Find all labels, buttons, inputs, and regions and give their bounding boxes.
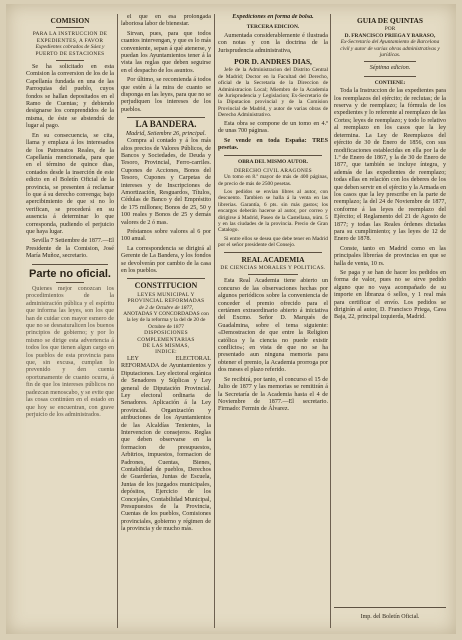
obra-heading: OBRA DEL MISMO AUTOR. (238, 159, 308, 166)
guia-author-title: Ex-Secretario del Ayuntamiento de Barcelona (340, 39, 440, 46)
author-line: POR D. ANDRES DIAS, (234, 57, 312, 67)
paragraph: Sirvan, pues, para que todos cuantos intervengan, y que es lo más conveniente, sepan á qué atenerse, y puedan los Ayuntamientos tener á la vista las reglas que deben seguirse en el despacho de los asuntos. (121, 30, 211, 74)
divider (127, 117, 205, 118)
paragraph: Jefe de la Administracion del Distrito Central de Madrid; Doctor en la Facultad del Derecho, oficial de la Secretaria de la Direccion de Administracion Local; Miembro de la Academia de Jurisprudencia y Legislacion; Ex-Secretario de la Diputacion provincial y de la Comision Provincial de Madrid, y autor de varias obras de Derecho Administrativo. (218, 67, 328, 119)
divider (56, 60, 84, 61)
divider (224, 252, 322, 253)
guia-author: D. FRANCISCO PRIEGA Y BARASO, (344, 32, 436, 39)
price-line: Se vende en toda España: TRES pesetas. (218, 137, 328, 151)
section-heading: Parte no oficial. (29, 267, 111, 280)
paragraph: Se ha solicitado en esta Comision la conversion de los de la Capellanía fundada en una de las Parroquias del pueblo, cuyos fondos se hallan depositados en el Ramo de Cuentas; y debiendo designarse los comprendidos de la misma, de éste se abstendrá de lugar al pago. (26, 64, 114, 130)
divider (224, 155, 322, 156)
paragraph: Quienes mejor conozcan los procedimientos de la administración pública y el espíritu que informa las leyes, son los que han de cuidar con mayor esmero de que no se desnaturalicen los buenos principios de gobierno; y por lo mismo se dirige esta advertencia á todos los que tienen algun cargo en los pueblos de esta provincia para que, sin excusa, cumplan lo prevenido y den cuenta oportunamente de cuanto ocurra, á fin de que los intereses públicos no padezcan menoscabo, y se evite que las cosas continúen en el estado en que hoy se encuentran, con grave perjuicio de los administrados. (26, 286, 114, 418)
paragraph: Si entre ellos se desea que debe tener en Madrid por el señor presidente del Consejo. (218, 235, 328, 249)
constitucion-heading: CONSTITUCION (134, 281, 198, 291)
constitucion-note: ANOTADAS Y CONCORDADAS con la ley de la reforma y la del de 20 de Octubre de 1877 (123, 311, 209, 330)
divider (56, 282, 84, 283)
paragraph: Compra al contado y á los más altos precios de Valores Públicos, de Bancos y Sociedades, de Deuda y Tesoro, Provincial, Ferro-carriles. Cupones de Acciones, Bonos del Tesoro, Cupones y Carpetas de intereses y de Inscripciones de Amortización, Resguardos, Títulos, Cédulas de Banco y del Empréstito de 175 millones; Bonos de 25, 50 y 100 reales y Bonos de 25 y demás valores de 2 ó mas. (121, 138, 211, 226)
edition-label: TERCERA EDICION. (246, 24, 300, 31)
guia-title: GUIA DE QUINTAS (357, 16, 423, 25)
paragraph: La correspondencia se dirigirá al Gerente de La Bandera, y los fondos se devolverán por cambio de la casa en los pueblos. (121, 245, 211, 274)
divider (248, 274, 298, 275)
column-divider (330, 14, 331, 628)
constitucion-subtitle: LEYES MUNICIPAL Y PROVINCIAL REFORMADAS (127, 291, 205, 305)
bandera-dateline: Madrid, Setiembre 26, principal. (126, 130, 206, 137)
footer-divider (334, 607, 446, 608)
paragraph: Un tomo en 8.º mayor de más de 400 páginas, de precio de más de 2500 pesetas. (218, 174, 328, 187)
paragraph: Préstamos sobre valores al 6 por 100 anual. (121, 228, 211, 243)
constitucion-date: de 2 de Octubre de 1877, (138, 304, 194, 311)
guia-author-works: civil y autor de varias obras administrativas y jurídicas. (340, 45, 440, 59)
imprint-footer: Imp. del Boletín Oficial. (360, 614, 420, 620)
guia-por: POR (384, 26, 396, 33)
newspaper-page (6, 4, 456, 634)
paragraph: el que en esa prolongada laboriosa labor de bienestar. (121, 14, 211, 28)
divider (127, 278, 205, 279)
paragraph: Se recibirá, por tanto, el concurso el 15 de Julio de 1877 y las memorias se remitirán á la Secretaría de la Academia hasta el 4 de Noviembre de 1877.—El secretario. Firmado: Fermin de Álvarez. (218, 376, 328, 413)
contiene-heading: CONTIENE: (374, 79, 406, 86)
paragraph: Por último, se recomienda á todos que estén á la mira de cuanto se disponga en las leyes, para que no se perjudiquen los intereses de los pueblos. (121, 77, 211, 113)
divider (32, 264, 108, 265)
paragraph: Aumentada considerablemente é ilustrada con notas y con la doctrina de la Jurisprudencia administrativa, (218, 32, 328, 54)
obra-subtitle: DERECHO CIVIL ARAGONES (234, 167, 312, 174)
constitucion-complement-2: DE LAS MISMAS, (142, 343, 190, 350)
paragraph: En su consecuencia, se cita, llama y emplaza á los interesados de los Patronatos Reales, de la Capellanía mencionada, para que en el término de quince dias, contados desde la inserción de este edicto en el Boletín Oficial de la provincia, se presenten á reclamar lo que á su derecho convenga; bajo apercibimiento de que si no lo verifican, se procederá en su ausencia á determinar lo que corresponda, pudiendo el perjuicio que haya lugar. (26, 132, 114, 235)
column-1 (26, 14, 114, 628)
bandera-heading: LA BANDERA. (135, 119, 197, 130)
divider (364, 61, 416, 62)
edition-label: Séptima edicion. (369, 65, 411, 72)
paragraph: Se paga y se han de hacer los pedidos en forma de valor, pues no se sirve pedido alguno que no vaya acompañado de su importe en libranza ó sellos, y 1 real más para certificar el envío. Los pedidos se dirigirán al autor, D. Francisco Priega, Cava Baja, 22, principal izquierda, Madrid. (334, 270, 446, 321)
paragraph: LEY ELECTORAL REFORMADA de Ayuntamientos y Diputaciones. Ley electoral orgánica de Senadores y Súplicas y Ley general de Diputación Provincial. Ley electoral ordinaria de Senadores. Aplicación á la Ley provincial. Organización y atribuciones de los Ayuntamientos de las Alcaldías Tenientes, la Intervencion de consejeros. Reglas que deben observarse en la formacion de presupuestos, Arbitrios, impuestos, formacion de Padrones, Cuentas, Bienes, Contabilidad de pueblos, Derechos de Guarderías, Juntas de Escuela, Juntas de los juzgados municipales, depósitos, Ejercicio de los Concejales, Contabilidad Municipal, Presupuestos de la Provincia, Cuentas de los pueblos, Comisiones provinciales, gobierno y régimen de la provincia y de mucho más. (121, 355, 211, 533)
academia-heading: REAL ACADEMIA (241, 254, 305, 264)
column-3 (218, 14, 328, 628)
paragraph: Esta Real Academia tiene abierto un concurso de las observaciones hechas por algunos periódicos sobre la conveniencia de conceder el premio ofrecido para el certámen extraordinario abierto á iniciativa del Excmo. Señor D. Marqués de Guadalmina, sobre el tema siguiente: «Demostracion de que entre la Religion católica y la ciencia no puede existir conflicto»; en vista de que no se ha presentado aun ninguna memoria para obtener el premio, la Academia prorroga por dos meses el plazo referido. (218, 278, 328, 374)
paragraph: Sevilla 7 Setiembre de 1877.—El Presidente de la Comision, José María Muñoz, secretario. (26, 238, 114, 260)
commission-line-2: PUERTO DE ESTACIONES (35, 50, 105, 57)
column-2 (121, 14, 211, 628)
column-4 (334, 14, 446, 628)
column-divider (117, 14, 118, 628)
paragraph: Conste, tanto en Madrid como en las principales librerías de provincias en que se halla de venta, 10 rs. (334, 245, 446, 267)
divider (56, 27, 84, 28)
constitucion-index: INDICE: (155, 349, 177, 356)
commission-subtitle: PARA LA INSTRUCCION DE EXPEDIENTES, A FAVOR (32, 31, 108, 44)
commission-line: Expedientes cobrados de Sáez y (35, 44, 105, 51)
academia-subtitle: DE CIENCIAS MORALES Y POLITICAS. (220, 265, 326, 271)
column-divider (214, 14, 215, 628)
divider (364, 76, 416, 77)
paragraph: Esta obra se compone de un tomo en 4.º de unas 700 páginas. (218, 120, 328, 135)
paragraph: Los pedidos se envían libres al autor, con descuento. Tambien se halla á la venta en las librerias. Garantía, 6 pts. sin más gastos; los encargos deberán hacerse al autor, por correo y dirigirse á Madrid, Paseo de la Castellana, núm. 5 y en las ciudades de la provincia. Precio de Gran Catalogo. (218, 188, 328, 234)
commission-title: COMISION (50, 16, 90, 25)
expediciones-heading: Expediciones en forma de bolsa. (232, 14, 314, 20)
constitucion-complement: DISPOSICIONES COMPLEMENTARIAS (137, 330, 195, 343)
paragraph: Toda la Instruccion de las expedientes para los reemplazos del ejército; de reclutas; de la reserva y de reemplazo; la fórmula de los expedientes y lo referente al reemplazo de las Cortes; leyes de reemplazo; y todo lo relativo al reemplazo en los casos que la ley determina. La Ley de Reemplazos del ejército de 30 de Enero de 1856, con sus modificaciones establecidas en ella por la de 1.º de Enero de 1867, y la de 30 de Enero de 1877, que también se incluye íntegra, y además de las expedientes de reemplazo; todas ellas en relación con los deberes de los que deben servir en el ejército y la Armada en los casos que la ley prescribe en la parte de reemplazo; la del 24 de Noviembre de 1877, conforme á las leyes de reemplazo del Ejército; el Reglamento del 21 de Agosto de 1877; y todas las Reales órdenes dictadas para su cumplimiento; y las leyes de 12 de Enero de 1878. (334, 88, 446, 243)
